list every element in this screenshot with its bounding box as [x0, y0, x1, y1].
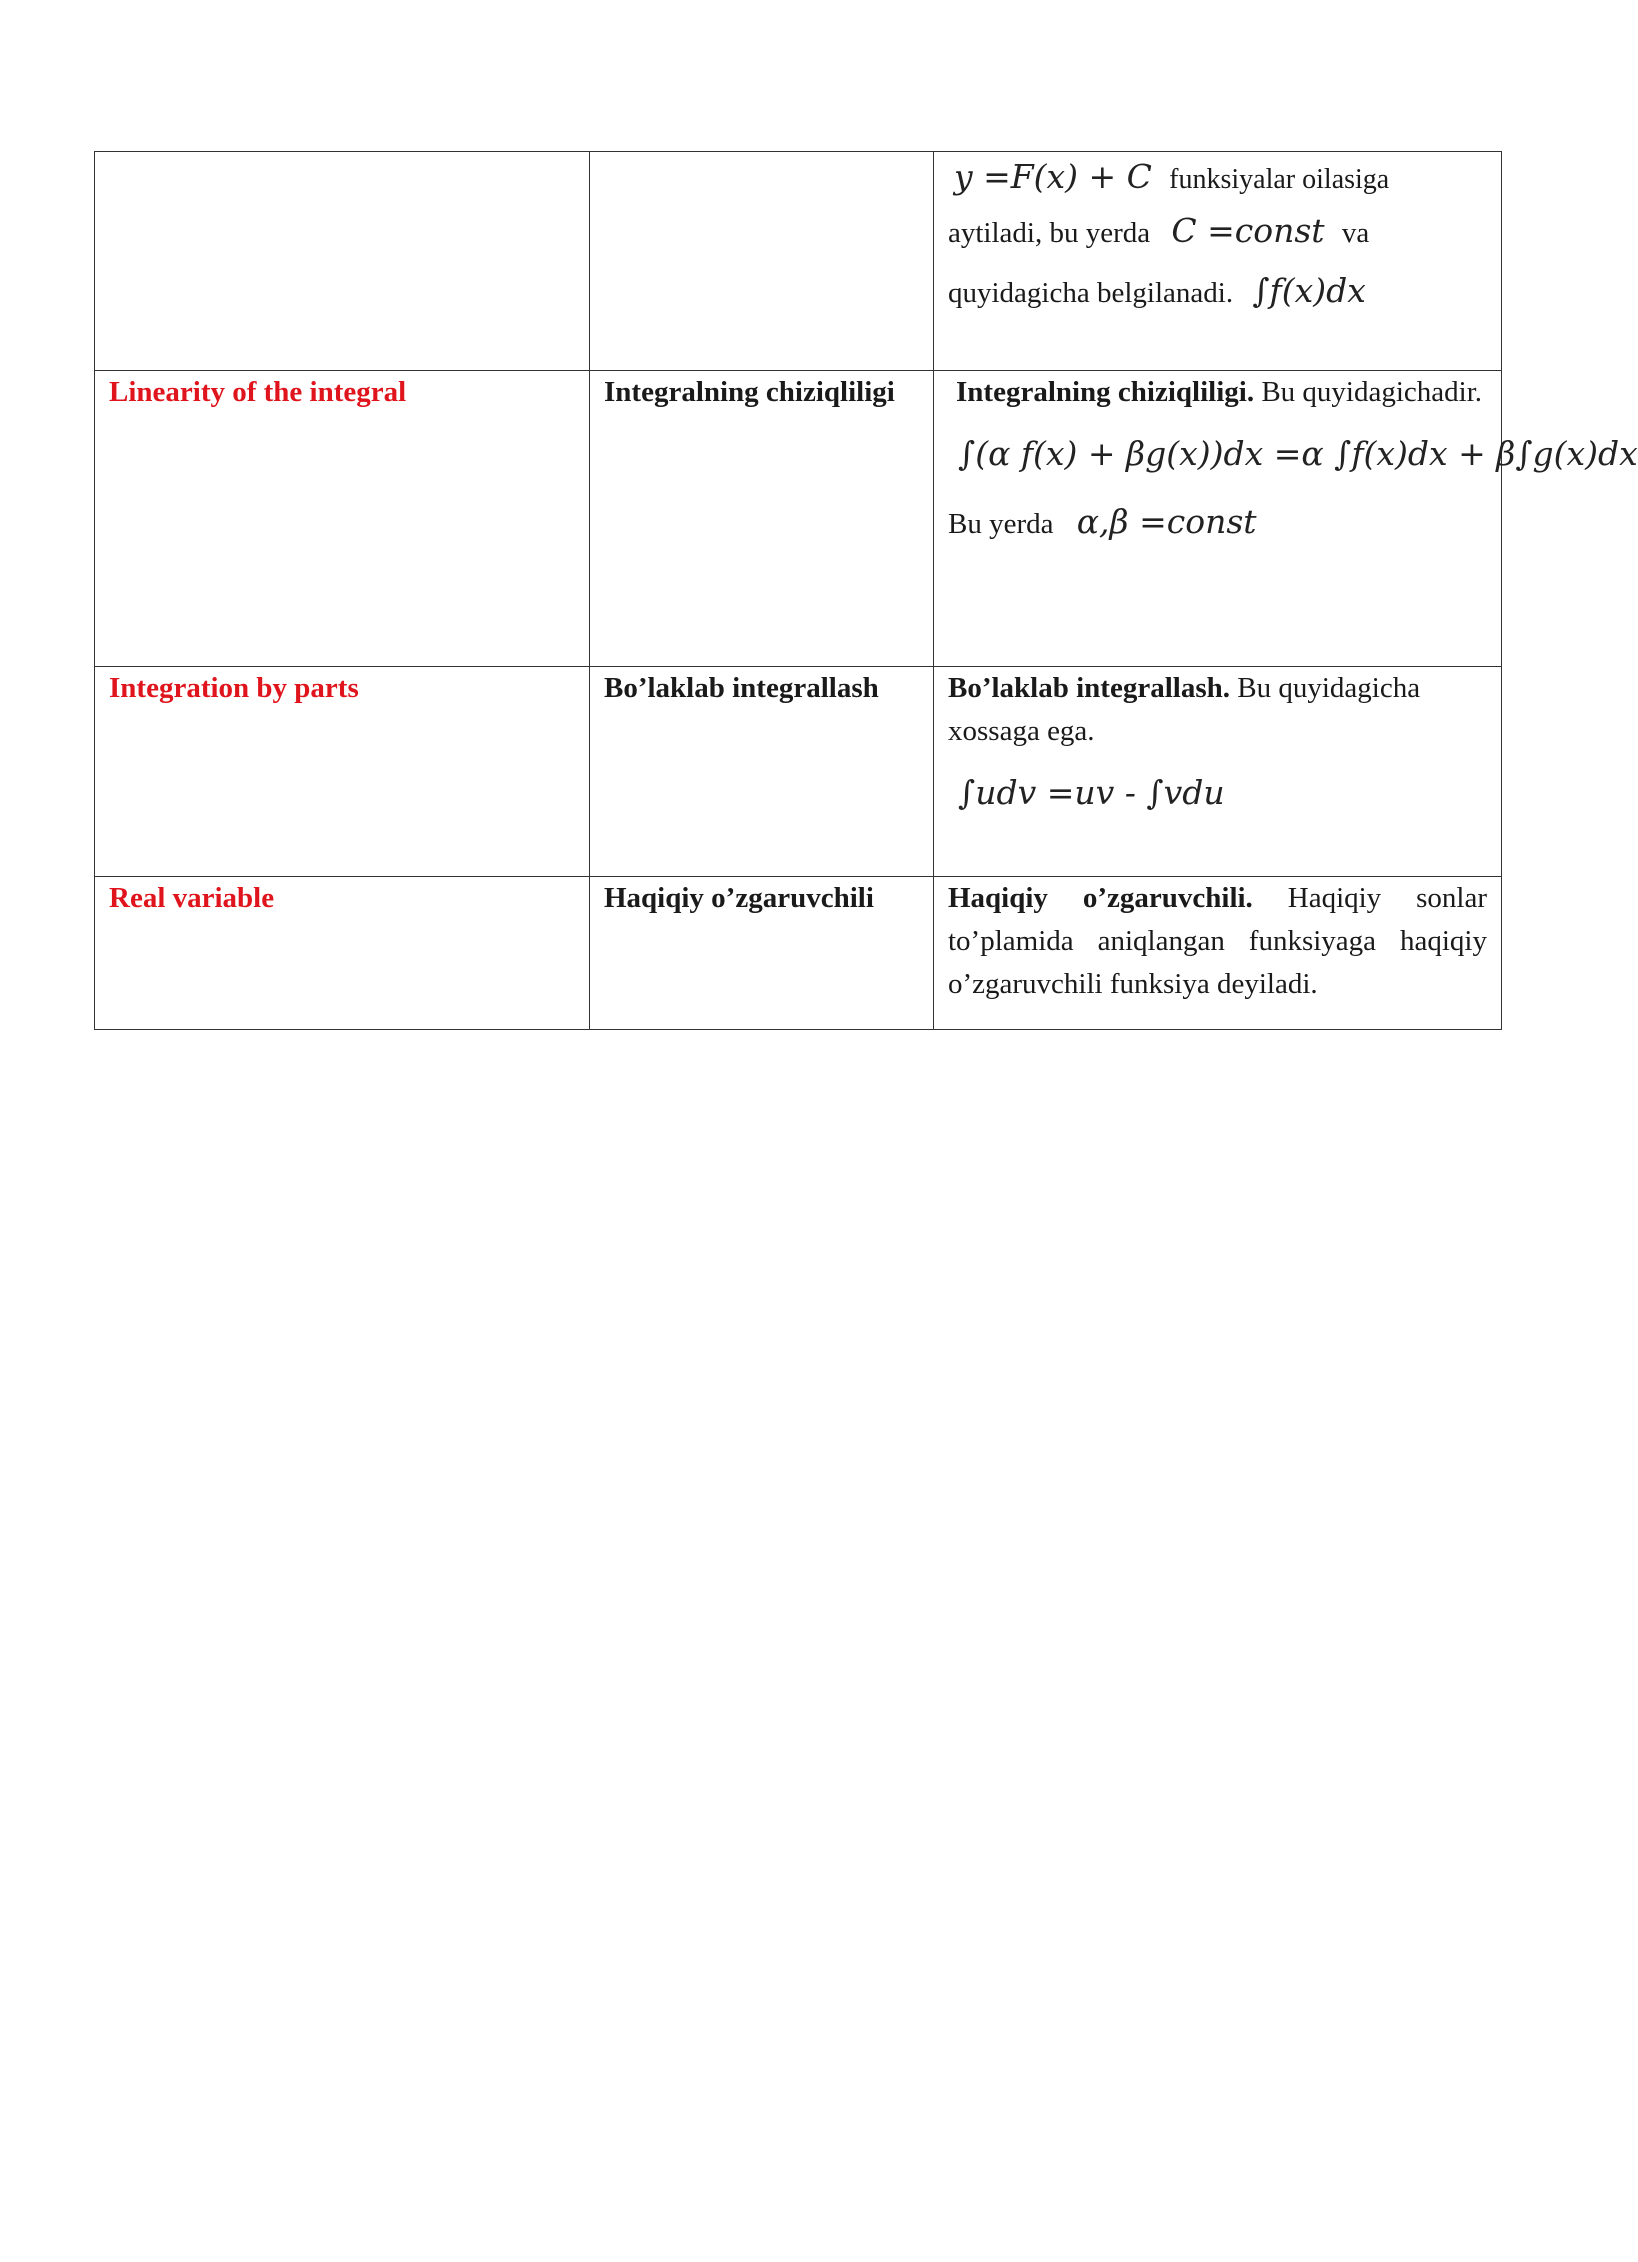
- definition-cell: [934, 877, 1502, 1030]
- definition-text: funksiyalar oilasiga: [1169, 164, 1390, 195]
- term-en-cell: [95, 152, 590, 371]
- definition-text: Bu yerda: [948, 508, 1054, 540]
- definition-bold: Integralning chiziqliligi.: [956, 376, 1255, 408]
- term-uz-cell: Integralning chiziqliligi: [590, 371, 934, 667]
- term-uz-cell: Haqiqiy o’zgaruvchili: [590, 877, 934, 1030]
- definition-text: aytiladi, bu yerda: [948, 217, 1151, 249]
- formula-alpha-beta: α,β =const: [1076, 502, 1257, 541]
- definition-text: quyidagicha belgilanadi.: [948, 277, 1234, 309]
- formula-integral: ∫f(x)dx: [1252, 271, 1366, 310]
- term-en-cell: Real variable: [95, 877, 590, 1030]
- table-row: [95, 667, 1502, 877]
- definition-cell: [934, 152, 1502, 371]
- definition-cell: [934, 371, 1638, 667]
- definition-text: Bu quyidagicha xossaga ega.: [948, 672, 1421, 747]
- formula-by-parts: ∫udv =uv - ∫vdu: [958, 773, 1225, 812]
- definition-bold: Bo’laklab integrallash.: [948, 672, 1230, 704]
- definition-text: Bu quyidagichadir.: [1261, 376, 1483, 408]
- term-en-cell: Integration by parts: [95, 667, 590, 877]
- table-row: [95, 877, 1502, 1030]
- glossary-table: [94, 151, 1638, 1030]
- term-uz-cell: Bo’laklab integrallash: [590, 667, 934, 877]
- definition-text: Haqiqiy sonlar to’plamida aniqlangan funksiyaga haqiqiy o’zgaruvchili funksiya deyiladi.: [948, 882, 1487, 1000]
- table-row: [95, 371, 1502, 667]
- term-uz-cell: [590, 152, 934, 371]
- formula-linearity: ∫(α f(x) + βg(x))dx =α ∫f(x)dx + β∫g(x)dx: [958, 434, 1638, 473]
- definition-text: va: [1341, 217, 1370, 249]
- definition-cell: [934, 667, 1502, 877]
- term-en-cell: Linearity of the integral: [95, 371, 590, 667]
- definition-bold: Haqiqiy o’zgaruvchili.: [948, 882, 1253, 914]
- formula-const: C =const: [1171, 211, 1325, 250]
- formula-family: y =F(x) + C: [954, 157, 1152, 196]
- table-row: [95, 152, 1502, 371]
